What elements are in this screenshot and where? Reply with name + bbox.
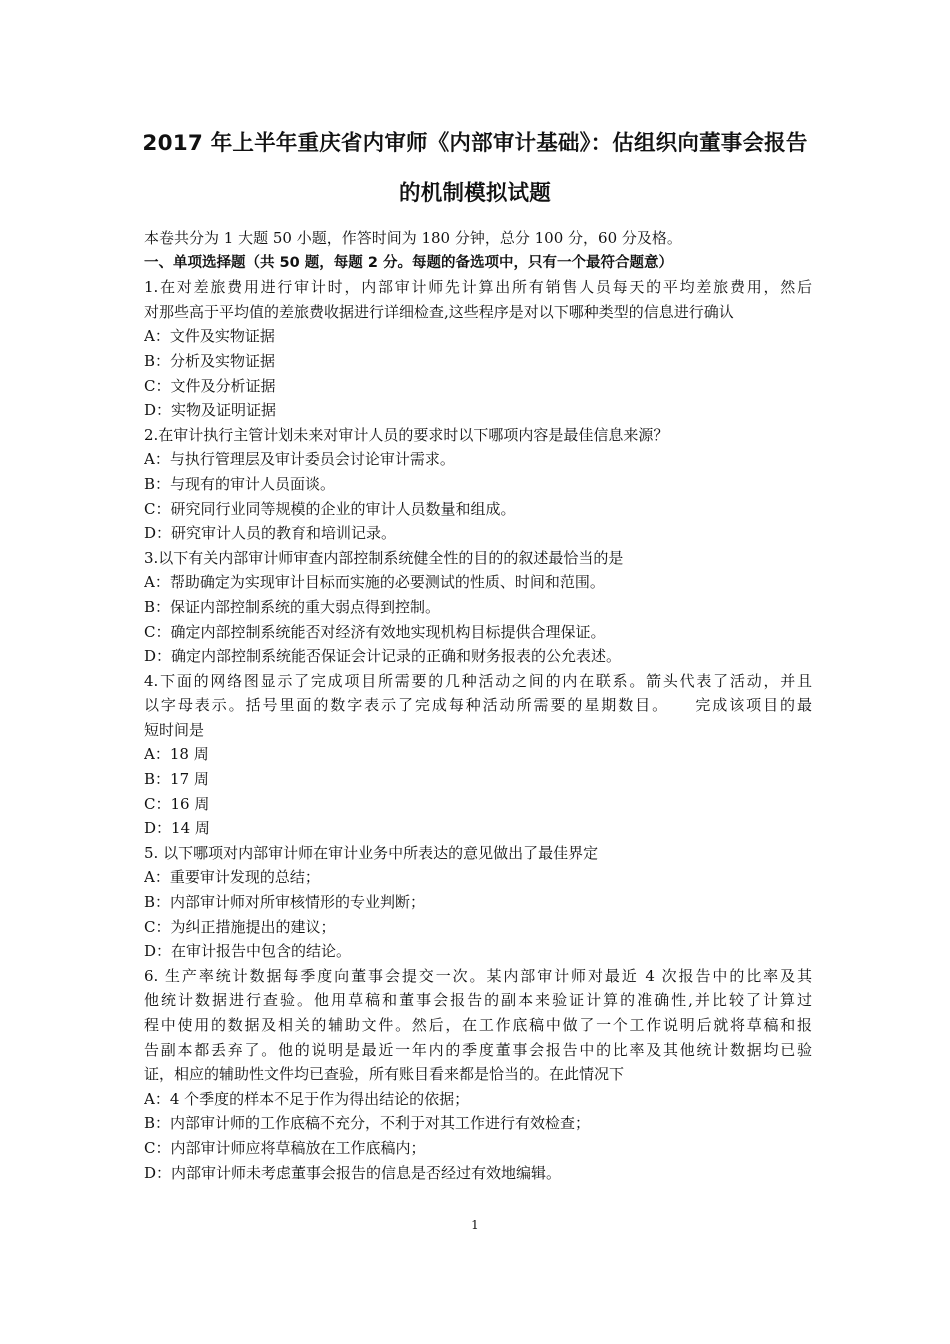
answer-option: A：帮助确定为实现审计目标而实施的必要测试的性质、时间和范围。 bbox=[144, 573, 605, 592]
answer-option: D：实物及证明证据 bbox=[144, 401, 277, 420]
answer-option: A：重要审计发现的总结； bbox=[144, 868, 320, 887]
answer-option: A：文件及实物证据 bbox=[144, 327, 275, 346]
answer-option: D：在审计报告中包含的结论。 bbox=[144, 942, 352, 961]
answer-option: B：与现有的审计人员面谈。 bbox=[144, 474, 336, 493]
question-stem-line: 以字母表示。括号里面的数字表示了完成每种活动所需要的星期数目。 完成该项目的最 bbox=[144, 696, 812, 715]
answer-option: A：4 个季度的样本不足于作为得出结论的依据； bbox=[144, 1089, 470, 1108]
answer-option: B：内部审计师对所审核情形的专业判断； bbox=[144, 893, 426, 912]
answer-option: D：确定内部控制系统能否保证会计记录的正确和财务报表的公允表述。 bbox=[144, 647, 622, 666]
question-stem-line: 4.下面的网络图显示了完成项目所需要的几种活动之间的内在联系。箭头代表了活动，并且 bbox=[144, 671, 812, 690]
answer-option: D：研究审计人员的教育和培训记录。 bbox=[144, 524, 397, 543]
question-item bbox=[144, 841, 812, 964]
question-item bbox=[144, 546, 812, 669]
exam-intro: 本卷共分为 1 大题 50 小题，作答时间为 180 分钟，总分 100 分，60 分及格。 bbox=[144, 229, 682, 247]
answer-option: C：确定内部控制系统能否对经济有效地实现机构目标提供合理保证。 bbox=[144, 622, 606, 641]
answer-option: A：18 周 bbox=[144, 745, 209, 764]
question-stem-line: 告副本都丢弃了。他的说明是最近一年内的季度董事会报告中的比率及其他统计数据均已验 bbox=[144, 1040, 812, 1059]
document-title-line-2: 的机制模拟试题 bbox=[399, 181, 551, 206]
answer-option: B：保证内部控制系统的重大弱点得到控制。 bbox=[144, 597, 441, 616]
page-number: 1 bbox=[471, 1218, 479, 1232]
question-stem-line: 1.在对差旅费用进行审计时，内部审计师先计算出所有销售人员每天的平均差旅费用，然后 bbox=[144, 278, 812, 297]
question-list bbox=[144, 275, 812, 1185]
question-stem-line: 对那些高于平均值的差旅费收据进行详细检查,这些程序是对以下哪种类型的信息进行确认 bbox=[144, 302, 734, 321]
question-stem-line: 3.以下有关内部审计师审查内部控制系统健全性的目的的叙述最恰当的是 bbox=[144, 548, 624, 567]
question-stem-line: 2.在审计执行主管计划未来对审计人员的要求时以下哪项内容是最佳信息来源？ bbox=[144, 425, 669, 444]
question-stem-line: 短时间是 bbox=[144, 720, 205, 739]
section-heading: 一、单项选择题（共 50 题，每题 2 分。每题的备选项中，只有一个最符合题意） bbox=[144, 254, 673, 271]
question-stem-line: 5. 以下哪项对内部审计师在审计业务中所表达的意见做出了最佳界定 bbox=[144, 843, 599, 862]
question-item bbox=[144, 423, 812, 546]
answer-option: D：14 周 bbox=[144, 819, 210, 838]
answer-option: C：文件及分析证据 bbox=[144, 376, 276, 395]
answer-option: D：内部审计师未考虑董事会报告的信息是否经过有效地编辑。 bbox=[144, 1163, 562, 1182]
question-stem-line: 6. 生产率统计数据每季度向董事会提交一次。某内部审计师对最近 4 次报告中的比率及其 bbox=[144, 966, 812, 985]
document-title-line-1: 2017 年上半年重庆省内审师《内部审计基础》：估组织向董事会报告 bbox=[142, 131, 808, 156]
question-item bbox=[144, 275, 812, 423]
answer-option: B：分析及实物证据 bbox=[144, 351, 276, 370]
question-stem-line: 证，相应的辅助性文件均已查验，所有账目看来都是恰当的。在此情况下 bbox=[144, 1065, 625, 1084]
answer-option: C：内部审计师应将草稿放在工作底稿内； bbox=[144, 1138, 426, 1157]
question-stem-line: 程中使用的数据及相关的辅助文件。然后，在工作底稿中做了一个工作说明后就将草稿和报 bbox=[144, 1016, 812, 1034]
question-stem-line: 他统计数据进行查验。他用草稿和董事会报告的副本来验证计算的准确性,并比较了计算过 bbox=[144, 991, 812, 1010]
answer-option: B：内部审计师的工作底稿不充分，不利于对其工作进行有效检查； bbox=[144, 1114, 591, 1133]
answer-option: B：17 周 bbox=[144, 770, 209, 789]
question-item bbox=[144, 964, 812, 1185]
answer-option: C：16 周 bbox=[144, 794, 210, 813]
answer-option: C：为纠正措施提出的建议； bbox=[144, 917, 336, 936]
question-item bbox=[144, 669, 812, 841]
answer-option: C：研究同行业同等规模的企业的审计人员数量和组成。 bbox=[144, 499, 516, 518]
answer-option: A：与执行管理层及审计委员会讨论审计需求。 bbox=[144, 450, 455, 469]
document-body bbox=[144, 226, 812, 1185]
